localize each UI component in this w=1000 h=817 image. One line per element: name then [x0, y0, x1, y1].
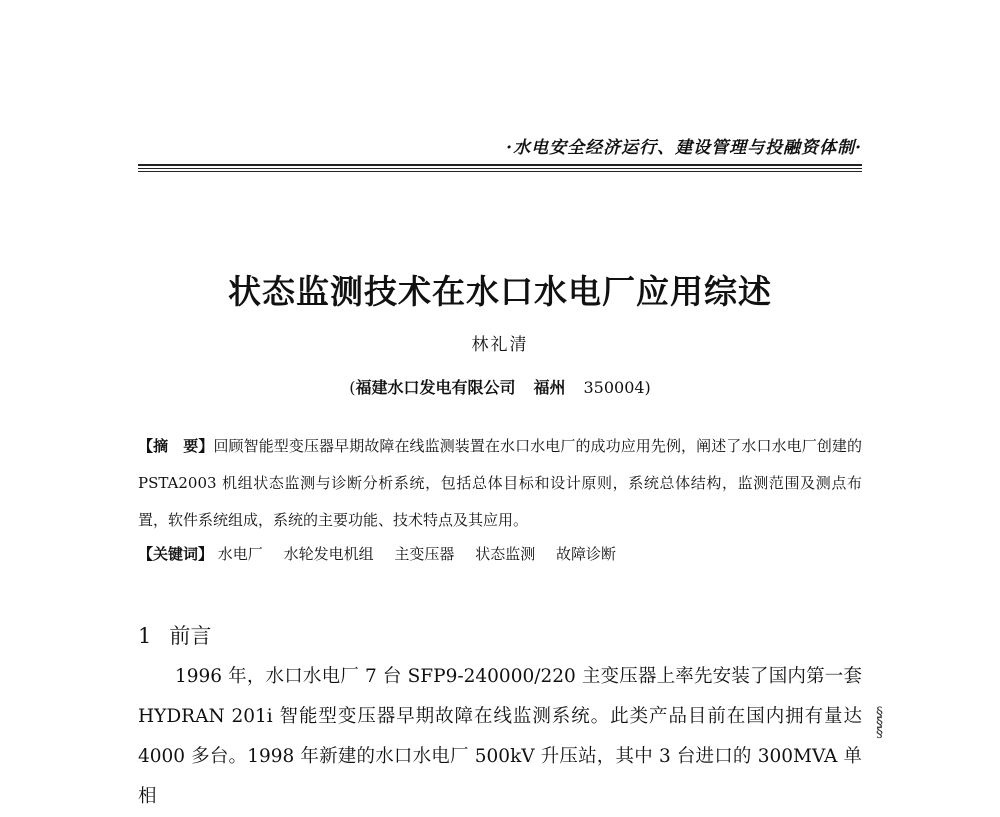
keyword-item: 状态监测 — [475, 545, 536, 563]
affiliation-org: 福建水口发电有限公司 — [355, 378, 516, 397]
keywords — [138, 539, 862, 569]
header-rule-thick — [138, 164, 862, 166]
affiliation-city: 福州 — [533, 378, 566, 397]
keyword-item: 主变压器 — [394, 545, 455, 563]
keyword-item: 水轮发电机组 — [283, 545, 374, 563]
running-header: ·水电安全经济运行、建设管理与投融资体制· — [506, 138, 862, 158]
keywords-label: 【关键词】 — [138, 545, 214, 563]
affiliation — [0, 375, 1000, 398]
abstract-text: 回顾智能型变压器早期故障在线监测装置在水口水电厂的成功应用先例，阐述了水口水电厂创建的 PSTA2003 机组状态监测与诊断分析系统，包括总体目标和设计原则，系统总体结构，监测范围及测点布置，软件系统组成，系统的主要功能、技术特点及其应用。 — [138, 437, 862, 529]
affiliation-open-paren: ( — [349, 378, 356, 397]
header-rule-thin-1 — [138, 168, 862, 169]
affiliation-zip: 350004 — [583, 378, 645, 397]
body-paragraph: 1996 年，水口水电厂 7 台 SFP9-240000/220 主变压器上率先安装了国内第一套 HYDRAN 201i 智能型变压器早期故障在线监测系统。此类产品目前在国内拥有量达 4000 多台。1998 年新建的水口水电厂 500kV 升压站，其中 3 台进口的 300MVA 单相 — [138, 666, 862, 807]
keyword-item: 水电厂 — [217, 545, 263, 563]
author-name: 林礼清 — [471, 335, 529, 355]
binding-edge-mark: § § § — [876, 705, 883, 741]
abstract — [138, 428, 862, 539]
abstract-label: 【摘 要】 — [138, 437, 214, 455]
article-title: 状态监测技术在水口水电厂应用综述 — [228, 272, 772, 311]
keyword-item: 故障诊断 — [555, 545, 616, 563]
header-rule-thin-2 — [138, 171, 862, 172]
section-number: 1 — [138, 624, 152, 648]
section-heading — [138, 620, 211, 650]
affiliation-close-paren: ) — [644, 378, 651, 397]
section-title: 前言 — [169, 624, 212, 648]
